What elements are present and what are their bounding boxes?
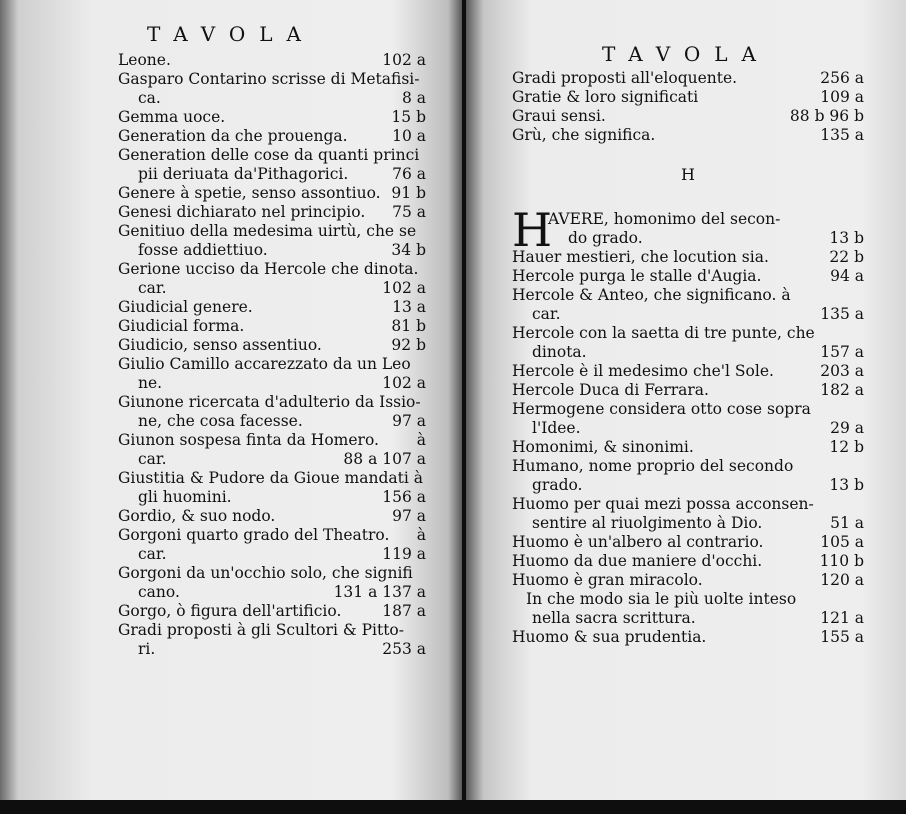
index-entry [512, 69, 864, 88]
entry-text: gli huomini. [138, 488, 232, 506]
entry-text: Gorgo, ò figura dell'artificio. [118, 602, 342, 620]
index-entry [512, 476, 864, 495]
entry-text: Genitiuo della medesima uirtù, che se [118, 222, 417, 240]
entry-page-ref: 88 a 107 a [343, 450, 426, 468]
entry-text: Gratie & loro significati [512, 88, 699, 106]
index-entry [512, 438, 864, 457]
index-entry [512, 533, 864, 552]
entry-text: Huomo da due maniere d'occhi. [512, 552, 763, 570]
entry-text: Giulio Camillo accarezzato da un Leo [118, 355, 411, 373]
entry-text: do grado. [568, 229, 643, 247]
index-entry [512, 495, 864, 514]
entry-page-ref: 76 a [392, 165, 426, 183]
entry-text: Hercole & Anteo, che significano. à [512, 286, 791, 304]
entry-text: ne, che cosa facesse. [138, 412, 303, 430]
index-entry [118, 184, 426, 203]
entry-text: Genere à spetie, senso assontiuo. [118, 184, 381, 202]
entry-text: Giudicial forma. [118, 317, 245, 335]
index-entry [512, 628, 864, 647]
index-entry [118, 393, 426, 412]
index-entry [118, 260, 426, 279]
right-page [466, 0, 906, 800]
entry-page-ref: 102 a [382, 51, 426, 69]
entry-page-ref: 22 b [829, 248, 864, 266]
entry-text: Grù, che significa. [512, 126, 656, 144]
entry-text: Huomo & sua prudentia. [512, 628, 707, 646]
entry-text: fosse addiettiuo. [138, 241, 268, 259]
entry-text: l'Idee. [532, 419, 581, 437]
entry-text: ne. [138, 374, 163, 392]
entry-text: Humano, nome proprio del secondo [512, 457, 794, 475]
entry-text: Hercole purga le stalle d'Augia. [512, 267, 762, 285]
index-entry [512, 248, 864, 267]
index-entry [118, 127, 426, 146]
entry-page-ref: 88 b 96 b [789, 107, 864, 125]
entry-page-ref: 256 a [820, 69, 864, 87]
entry-page-ref: 131 a 137 a [333, 583, 426, 601]
entry-text: Gerione ucciso da Hercole che dinota. [118, 260, 419, 278]
entry-page-ref: 34 b [391, 241, 426, 259]
index-entry [118, 70, 426, 89]
entry-text: grado. [532, 476, 583, 494]
entry-page-ref: 94 a [830, 267, 864, 285]
entry-text: Homonimi, & sinonimi. [512, 438, 694, 456]
page-header: TAVOLA [147, 22, 315, 46]
entry-page-ref: 97 a [392, 507, 426, 525]
entry-page-ref: 102 a [382, 279, 426, 297]
index-entry [118, 431, 426, 450]
entry-page-ref: 75 a [392, 203, 426, 221]
entry-text: Giunone ricercata d'adulterio da Issio- [118, 393, 421, 411]
entry-page-ref: 135 a [820, 126, 864, 144]
index-entry [512, 381, 864, 400]
entry-text: dinota. [532, 343, 587, 361]
index-entry [512, 210, 864, 229]
entry-text: Gorgoni quarto grado del Theatro. [118, 526, 390, 544]
index-entry [118, 621, 426, 640]
entry-text: Genesi dichiarato nel principio. [118, 203, 366, 221]
entry-page-ref: 97 a [392, 412, 426, 430]
index-entry [118, 317, 426, 336]
entry-text: Giudicio, senso assentiuo. [118, 336, 322, 354]
index-entries-right-h [512, 203, 864, 647]
entry-page-ref: 203 a [820, 362, 864, 380]
entry-text: Giudicial genere. [118, 298, 253, 316]
index-entries-left [118, 51, 426, 659]
index-entry [118, 412, 426, 431]
entry-text: sentire al riuolgimento à Dio. [532, 514, 763, 532]
entry-text: Hauer mestieri, che locution sia. [512, 248, 769, 266]
entry-text: Gradi proposti all'eloquente. [512, 69, 738, 87]
entry-text: Hercole Duca di Ferrara. [512, 381, 709, 399]
index-entry [512, 514, 864, 533]
index-entry [512, 267, 864, 286]
index-entry [118, 602, 426, 621]
entry-text: pii deriuata da'Pithagorici. [138, 165, 349, 183]
entry-text: Gorgoni da un'occhio solo, che signifi [118, 564, 413, 582]
entry-page-ref: 120 a [820, 571, 864, 589]
index-entry [118, 336, 426, 355]
entry-text: car. [138, 279, 167, 297]
index-entry [512, 107, 864, 126]
entry-page-ref: 15 b [391, 108, 426, 126]
index-entry [118, 241, 426, 260]
index-entry [118, 146, 426, 165]
entry-text: Hermogene considera otto cose sopra [512, 400, 811, 418]
entry-text: Giunon sospesa finta da Homero. [118, 431, 379, 449]
index-entry [512, 343, 864, 362]
entry-page-ref: 81 b [391, 317, 426, 335]
entry-page-ref: à [416, 526, 426, 544]
entry-text: car. [138, 450, 167, 468]
entry-text: Hercole con la saetta di tre punte, che [512, 324, 815, 342]
entry-page-ref: 135 a [820, 305, 864, 323]
entry-text: cano. [138, 583, 180, 601]
entry-text: nella sacra scrittura. [532, 609, 696, 627]
entry-page-ref: 29 a [830, 419, 864, 437]
section-letter-h: H [681, 165, 695, 184]
entry-page-ref: 187 a [382, 602, 426, 620]
entry-page-ref: 102 a [382, 374, 426, 392]
drop-cap: H [512, 203, 553, 257]
entry-page-ref: 105 a [820, 533, 864, 551]
index-entry [512, 88, 864, 107]
entry-text: Hercole è il medesimo che'l Sole. [512, 362, 774, 380]
entry-page-ref: 91 b [391, 184, 426, 202]
entry-page-ref: 119 a [382, 545, 426, 563]
entry-text: Generation delle cose da quanti princi [118, 146, 420, 164]
index-entry [512, 590, 864, 609]
entry-text: Gasparo Contarino scrisse di Metafisi- [118, 70, 420, 88]
index-entry [118, 488, 426, 507]
index-entry [118, 640, 426, 659]
index-entry [118, 564, 426, 583]
entry-page-ref: 8 a [401, 89, 426, 107]
index-entry [512, 571, 864, 590]
index-entry [512, 229, 864, 248]
entry-page-ref: 12 b [829, 438, 864, 456]
entry-text: car. [138, 545, 167, 563]
entry-page-ref: 13 a [392, 298, 426, 316]
index-entry [118, 583, 426, 602]
index-entry [118, 51, 426, 70]
entry-text: Graui sensi. [512, 107, 606, 125]
entry-text: car. [532, 305, 561, 323]
entry-page-ref: 182 a [820, 381, 864, 399]
index-entry [512, 305, 864, 324]
entry-page-ref: 13 b [829, 229, 864, 247]
index-entry [118, 89, 426, 108]
index-entry [118, 507, 426, 526]
index-entry [118, 108, 426, 127]
entry-text: Gradi proposti à gli Scultori & Pitto- [118, 621, 404, 639]
entry-page-ref: 92 b [391, 336, 426, 354]
index-entry [118, 298, 426, 317]
index-entry [118, 355, 426, 374]
index-entry [118, 450, 426, 469]
index-entry [118, 165, 426, 184]
index-entry [512, 286, 864, 305]
entry-text: Huomo per quai mezi possa acconsen- [512, 495, 814, 513]
entry-page-ref: 156 a [382, 488, 426, 506]
entry-text: AVERE, homonimo del secon- [548, 210, 781, 228]
index-entry [512, 324, 864, 343]
entry-text: Generation da che prouenga. [118, 127, 348, 145]
index-entry [512, 400, 864, 419]
page-header: TAVOLA [602, 42, 770, 66]
entry-text: ri. [138, 640, 156, 658]
index-entry [512, 362, 864, 381]
entry-text: ca. [138, 89, 161, 107]
index-entry [118, 545, 426, 564]
index-entry [118, 469, 426, 488]
entry-page-ref: 155 a [820, 628, 864, 646]
index-entry [512, 609, 864, 628]
index-entry [512, 126, 864, 145]
entry-page-ref: 109 a [820, 88, 864, 106]
index-entry [118, 279, 426, 298]
entry-page-ref: 110 b [819, 552, 864, 570]
entry-page-ref: 253 a [382, 640, 426, 658]
entry-text: Gemma uoce. [118, 108, 226, 126]
index-entry [118, 526, 426, 545]
index-entry [118, 203, 426, 222]
index-entry [512, 419, 864, 438]
entry-page-ref: 121 a [820, 609, 864, 627]
entry-page-ref: 157 a [820, 343, 864, 361]
index-entries-right [512, 69, 864, 145]
index-entry [118, 222, 426, 241]
entry-text: Huomo è un'albero al contrario. [512, 533, 764, 551]
entry-text: Gordio, & suo nodo. [118, 507, 276, 525]
entry-text: Huomo è gran miracolo. [512, 571, 703, 589]
entry-page-ref: 51 a [830, 514, 864, 532]
index-entry [118, 374, 426, 393]
entry-page-ref: à [416, 431, 426, 449]
entry-text: Leone. [118, 51, 171, 69]
index-entry [512, 552, 864, 571]
index-entry [512, 457, 864, 476]
entry-text: Giustitia & Pudore da Gioue mandati à [118, 469, 423, 487]
entry-text: In che modo sia le più uolte inteso [526, 590, 797, 608]
entry-page-ref: 13 b [829, 476, 864, 494]
entry-page-ref: 10 a [392, 127, 426, 145]
